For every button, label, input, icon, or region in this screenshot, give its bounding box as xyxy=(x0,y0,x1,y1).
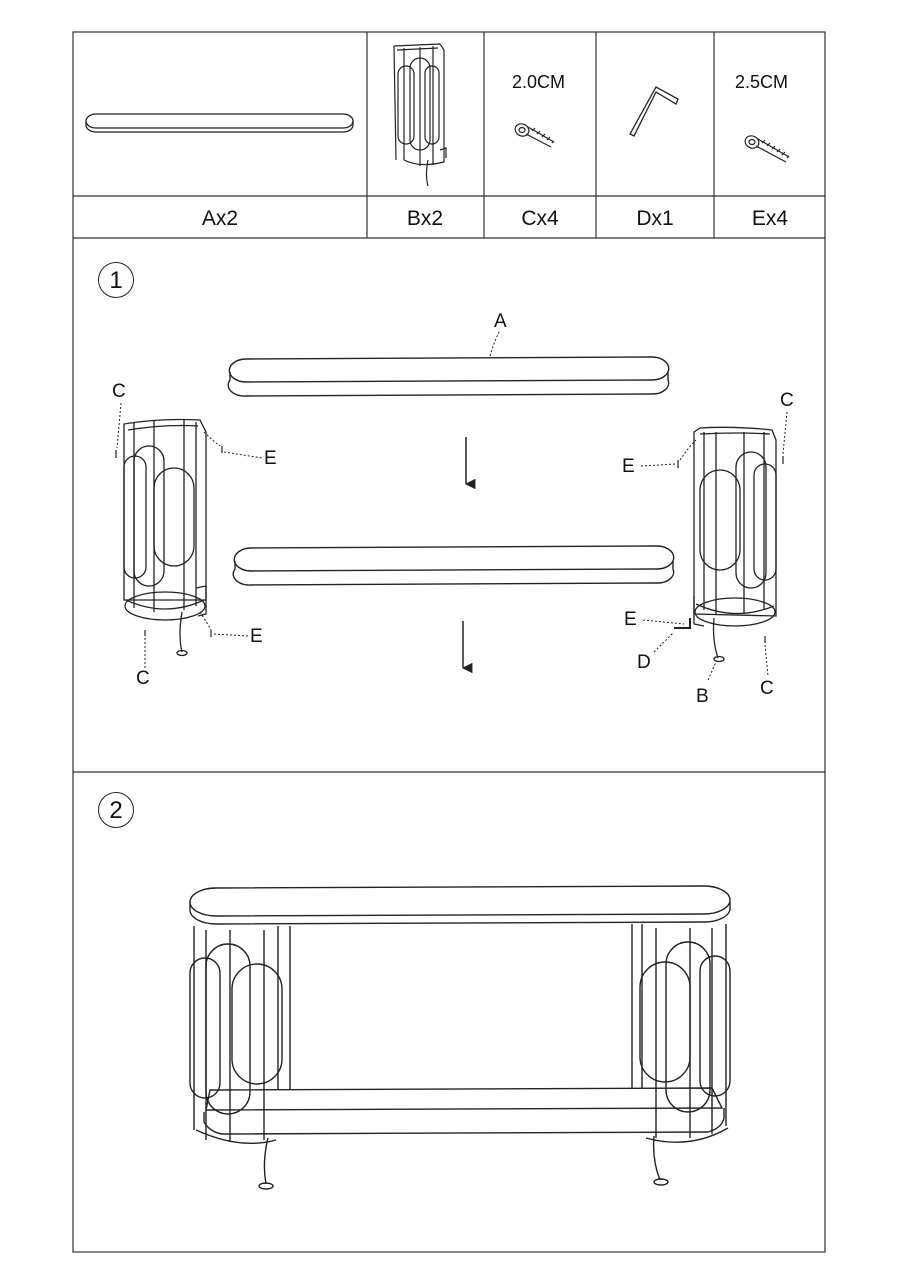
callout-e-left-top: E xyxy=(264,448,277,469)
callout-a: A xyxy=(494,311,507,332)
part-e-screw-illustration xyxy=(743,134,789,162)
part-b-side-frame-illustration xyxy=(394,44,446,186)
step2-assembled-table xyxy=(190,886,730,1189)
part-e-size-label: 2.5CM xyxy=(735,72,789,92)
part-a-quantity-label: Ax2 xyxy=(201,207,239,230)
step1-left-side-frame xyxy=(124,420,206,656)
callout-b: B xyxy=(696,686,709,707)
callout-c-left-bottom: C xyxy=(136,668,150,689)
callout-d: D xyxy=(637,652,651,673)
step1-right-side-frame xyxy=(694,427,776,661)
part-b-quantity-label: Bx2 xyxy=(406,207,444,230)
callout-c-left-top: C xyxy=(112,381,126,402)
step-2-number: 2 xyxy=(98,792,134,828)
part-c-screw-illustration xyxy=(513,122,554,147)
step1-top-shelf xyxy=(228,357,669,396)
step1-bottom-shelf xyxy=(233,546,674,585)
part-c-size-label: 2.0CM xyxy=(512,72,566,92)
part-e-quantity-label: Ex4 xyxy=(751,207,789,230)
part-a-shelf-illustration xyxy=(86,114,353,132)
callout-c-right-top: C xyxy=(780,390,794,411)
callout-e-left-bottom: E xyxy=(250,626,263,647)
callout-e-right-bottom: E xyxy=(624,609,637,630)
part-c-quantity-label: Cx4 xyxy=(521,207,559,230)
part-d-allen-key-illustration xyxy=(630,87,678,136)
callout-c-right-bottom: C xyxy=(760,678,774,699)
step-1-number: 1 xyxy=(98,262,134,298)
part-d-quantity-label: Dx1 xyxy=(636,207,674,230)
callout-e-right-top: E xyxy=(622,456,635,477)
